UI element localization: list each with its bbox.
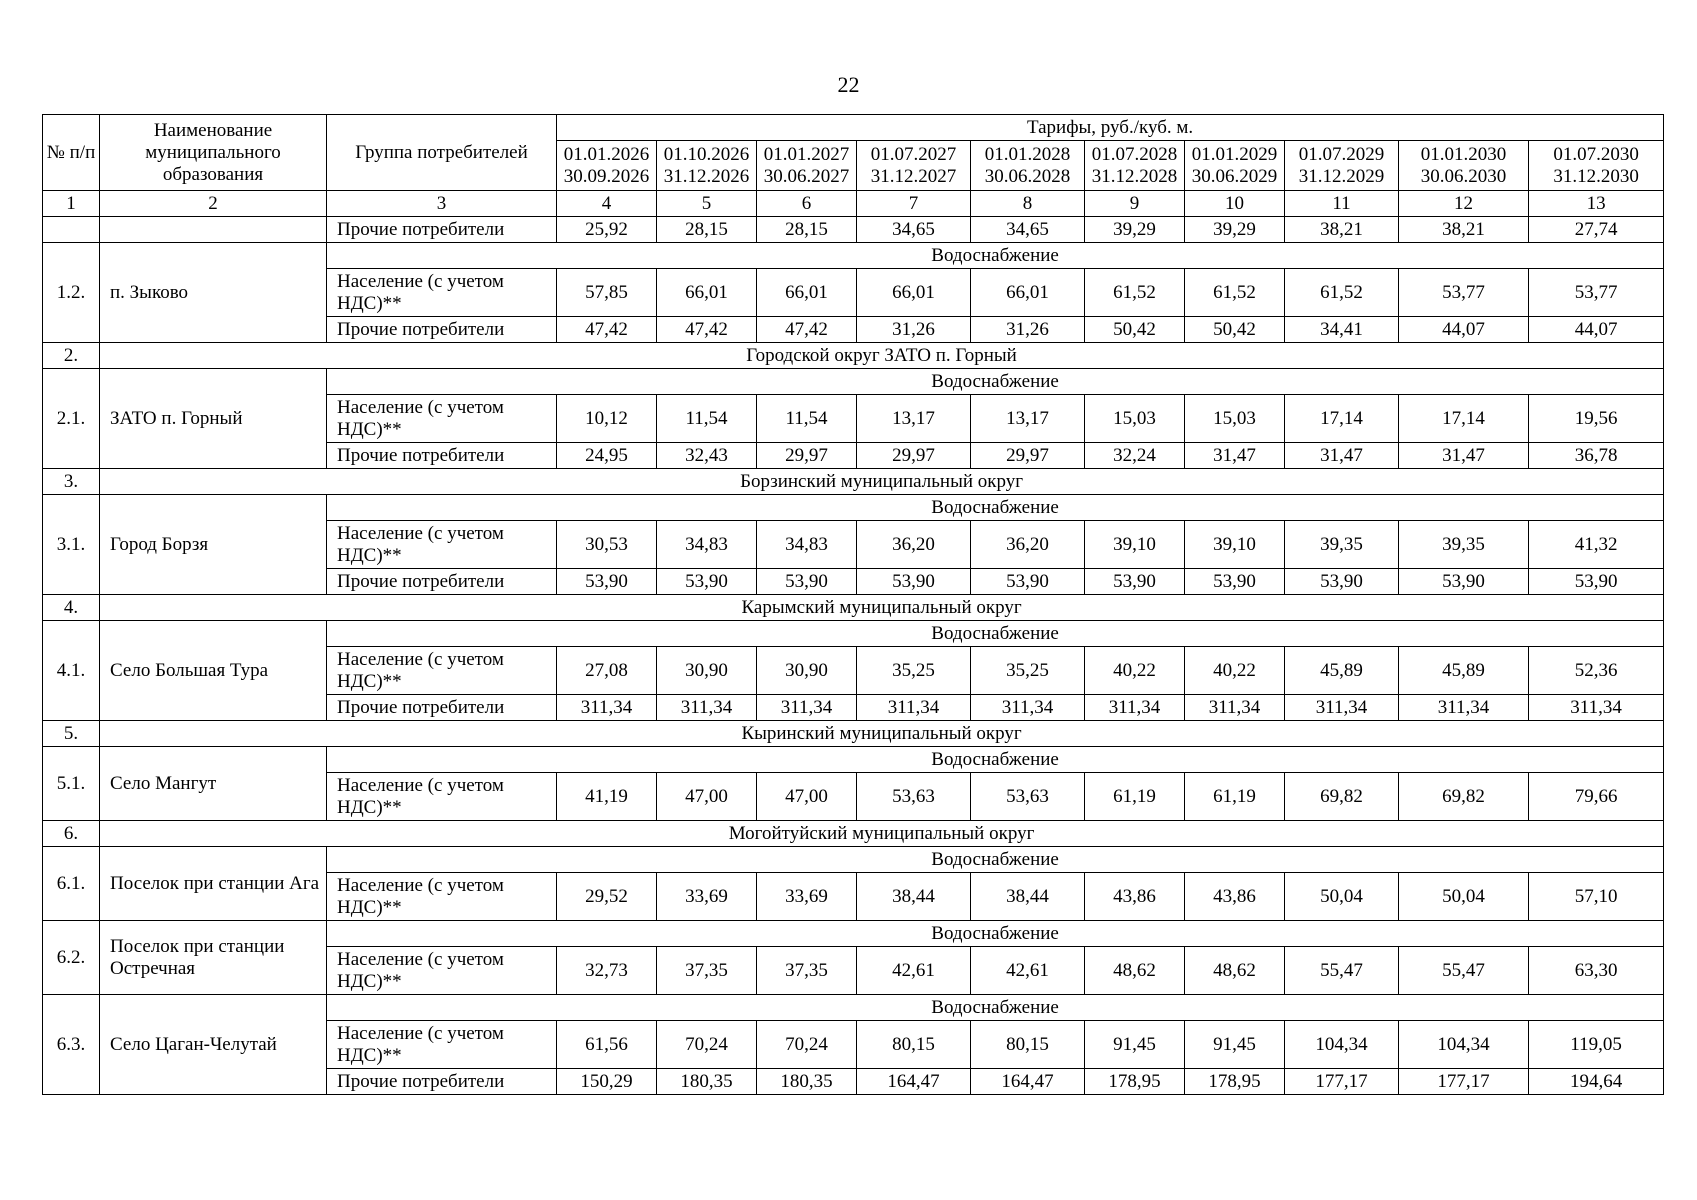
tariff-value: 48,62: [1185, 947, 1285, 995]
group-label: Население (с учетом НДС)**: [327, 873, 557, 921]
header-col-number: 4: [557, 191, 657, 217]
header-col-number: 11: [1285, 191, 1399, 217]
tariff-value: 311,34: [1285, 695, 1399, 721]
tariff-value: 53,77: [1399, 269, 1529, 317]
tariff-value: 79,66: [1529, 773, 1664, 821]
tariff-value: 15,03: [1085, 395, 1185, 443]
header-col-number: 7: [857, 191, 971, 217]
tariff-value: 53,90: [1185, 569, 1285, 595]
tariff-value: 66,01: [857, 269, 971, 317]
tariff-value: 66,01: [657, 269, 757, 317]
tariff-value: 30,90: [657, 647, 757, 695]
row-num: [43, 217, 100, 243]
group-label: Население (с учетом НДС)**: [327, 773, 557, 821]
tariff-value: 31,47: [1185, 443, 1285, 469]
tariff-value: 61,52: [1185, 269, 1285, 317]
group-label: Прочие потребители: [327, 1069, 557, 1095]
tariff-value: 80,15: [971, 1021, 1085, 1069]
tariff-value: 38,21: [1285, 217, 1399, 243]
header-period: 01.07.2030 31.12.2030: [1529, 141, 1664, 191]
header-period: 01.07.2029 31.12.2029: [1285, 141, 1399, 191]
service-label: Водоснабжение: [327, 995, 1664, 1021]
tariff-value: 38,44: [857, 873, 971, 921]
header-col-number: 5: [657, 191, 757, 217]
tariff-value: 53,90: [757, 569, 857, 595]
tariff-value: 37,35: [757, 947, 857, 995]
tariff-value: 39,29: [1085, 217, 1185, 243]
row-num: 3.1.: [43, 495, 100, 595]
group-label: Прочие потребители: [327, 217, 557, 243]
tariff-value: 29,97: [971, 443, 1085, 469]
tariff-value: 63,30: [1529, 947, 1664, 995]
row-num: 2.1.: [43, 369, 100, 469]
header-col-number: 9: [1085, 191, 1185, 217]
tariff-value: 57,10: [1529, 873, 1664, 921]
tariff-value: 53,90: [1529, 569, 1664, 595]
section-title: Карымский муниципальный округ: [100, 595, 1664, 621]
group-label: Прочие потребители: [327, 569, 557, 595]
tariff-value: 150,29: [557, 1069, 657, 1095]
tariff-value: 311,34: [971, 695, 1085, 721]
row-num: 6.3.: [43, 995, 100, 1095]
group-label: Прочие потребители: [327, 695, 557, 721]
tariff-value: 40,22: [1085, 647, 1185, 695]
section-num: 6.: [43, 821, 100, 847]
section-title: Кыринский муниципальный округ: [100, 721, 1664, 747]
row-name: Село Мангут: [100, 747, 327, 821]
service-label: Водоснабжение: [327, 621, 1664, 647]
row-num: 1.2.: [43, 243, 100, 343]
tariff-value: 61,19: [1185, 773, 1285, 821]
tariff-value: 39,10: [1185, 521, 1285, 569]
header-period: 01.10.2026 31.12.2026: [657, 141, 757, 191]
tariff-value: 37,35: [657, 947, 757, 995]
tariff-value: 70,24: [657, 1021, 757, 1069]
tariff-value: 53,90: [1285, 569, 1399, 595]
table-row: [43, 747, 1664, 773]
tariff-value: 47,00: [757, 773, 857, 821]
group-label: Прочие потребители: [327, 317, 557, 343]
tariff-value: 177,17: [1285, 1069, 1399, 1095]
row-name: ЗАТО п. Горный: [100, 369, 327, 469]
tariff-value: 31,47: [1285, 443, 1399, 469]
table-row: [43, 369, 1664, 395]
table-row: [43, 847, 1664, 873]
tariff-value: 50,42: [1085, 317, 1185, 343]
tariff-value: 27,74: [1529, 217, 1664, 243]
tariff-value: 50,04: [1285, 873, 1399, 921]
tariff-value: 91,45: [1085, 1021, 1185, 1069]
tariff-value: 34,41: [1285, 317, 1399, 343]
tariff-value: 180,35: [757, 1069, 857, 1095]
tariff-value: 311,34: [1085, 695, 1185, 721]
tariff-value: 311,34: [1399, 695, 1529, 721]
tariff-value: 52,36: [1529, 647, 1664, 695]
tariff-value: 32,24: [1085, 443, 1185, 469]
tariff-value: 61,19: [1085, 773, 1185, 821]
row-name: Село Большая Тура: [100, 621, 327, 721]
group-label: Население (с учетом НДС)**: [327, 947, 557, 995]
tariff-value: 27,08: [557, 647, 657, 695]
tariff-value: 34,65: [857, 217, 971, 243]
tariff-value: 53,77: [1529, 269, 1664, 317]
tariff-value: 311,34: [757, 695, 857, 721]
group-label: Население (с учетом НДС)**: [327, 269, 557, 317]
tariff-value: 32,73: [557, 947, 657, 995]
tariff-value: 311,34: [557, 695, 657, 721]
row-name: Город Борзя: [100, 495, 327, 595]
tariff-value: 35,25: [971, 647, 1085, 695]
tariff-table: [42, 114, 1664, 1095]
group-label: Население (с учетом НДС)**: [327, 395, 557, 443]
tariff-value: 53,90: [1399, 569, 1529, 595]
table-row: [43, 243, 1664, 269]
header-period: 01.01.2027 30.06.2027: [757, 141, 857, 191]
group-label: Прочие потребители: [327, 443, 557, 469]
row-name: Поселок при станции Остречная: [100, 921, 327, 995]
section-num: 2.: [43, 343, 100, 369]
table-row: [43, 595, 1664, 621]
section-num: 4.: [43, 595, 100, 621]
tariff-value: 119,05: [1529, 1021, 1664, 1069]
tariff-value: 28,15: [657, 217, 757, 243]
tariff-value: 39,10: [1085, 521, 1185, 569]
header-period: 01.01.2026 30.09.2026: [557, 141, 657, 191]
header-period: 01.01.2030 30.06.2030: [1399, 141, 1529, 191]
table-row: [43, 621, 1664, 647]
tariff-value: 19,56: [1529, 395, 1664, 443]
tariff-value: 38,44: [971, 873, 1085, 921]
tariff-value: 33,69: [757, 873, 857, 921]
service-label: Водоснабжение: [327, 847, 1664, 873]
header-col-number: 6: [757, 191, 857, 217]
table-row: [43, 995, 1664, 1021]
tariff-value: 164,47: [971, 1069, 1085, 1095]
tariff-value: 53,63: [971, 773, 1085, 821]
row-num: 4.1.: [43, 621, 100, 721]
tariff-value: 50,42: [1185, 317, 1285, 343]
tariff-value: 29,97: [857, 443, 971, 469]
tariff-value: 17,14: [1399, 395, 1529, 443]
header-col-number: 12: [1399, 191, 1529, 217]
tariff-value: 53,90: [1085, 569, 1185, 595]
tariff-value: 36,78: [1529, 443, 1664, 469]
tariff-value: 15,03: [1185, 395, 1285, 443]
table-row: [43, 495, 1664, 521]
tariff-value: 24,95: [557, 443, 657, 469]
tariff-value: 177,17: [1399, 1069, 1529, 1095]
tariff-value: 31,26: [857, 317, 971, 343]
tariff-value: 44,07: [1529, 317, 1664, 343]
tariff-value: 30,53: [557, 521, 657, 569]
tariff-value: 32,43: [657, 443, 757, 469]
tariff-value: 66,01: [757, 269, 857, 317]
section-title: Могойтуйский муниципальный округ: [100, 821, 1664, 847]
header-col-number: 8: [971, 191, 1085, 217]
service-label: Водоснабжение: [327, 921, 1664, 947]
tariff-value: 42,61: [857, 947, 971, 995]
tariff-value: 47,42: [757, 317, 857, 343]
tariff-value: 53,63: [857, 773, 971, 821]
tariff-value: 43,86: [1085, 873, 1185, 921]
tariff-value: 47,00: [657, 773, 757, 821]
tariff-value: 34,83: [757, 521, 857, 569]
tariff-value: 44,07: [1399, 317, 1529, 343]
row-num: 6.2.: [43, 921, 100, 995]
header-period: 01.01.2029 30.06.2029: [1185, 141, 1285, 191]
tariff-value: 57,85: [557, 269, 657, 317]
header-col-number: 13: [1529, 191, 1664, 217]
tariff-value: 69,82: [1399, 773, 1529, 821]
table-row: [43, 821, 1664, 847]
tariff-value: 53,90: [857, 569, 971, 595]
tariff-value: 47,42: [657, 317, 757, 343]
tariff-value: 13,17: [971, 395, 1085, 443]
section-title: Городской округ ЗАТО п. Горный: [100, 343, 1664, 369]
tariff-value: 45,89: [1399, 647, 1529, 695]
row-num: 5.1.: [43, 747, 100, 821]
header-col-number: 3: [327, 191, 557, 217]
table-row: [43, 217, 1664, 243]
tariff-value: 45,89: [1285, 647, 1399, 695]
tariff-value: 61,52: [1285, 269, 1399, 317]
tariff-value: 11,54: [657, 395, 757, 443]
tariff-value: 69,82: [1285, 773, 1399, 821]
tariff-value: 34,83: [657, 521, 757, 569]
service-label: Водоснабжение: [327, 495, 1664, 521]
tariff-value: 55,47: [1285, 947, 1399, 995]
tariff-value: 33,69: [657, 873, 757, 921]
header-group: Группа потребителей: [327, 115, 557, 191]
tariff-value: 34,65: [971, 217, 1085, 243]
tariff-value: 38,21: [1399, 217, 1529, 243]
header-num: № п/п: [43, 115, 100, 191]
tariff-value: 178,95: [1185, 1069, 1285, 1095]
row-name: п. Зыково: [100, 243, 327, 343]
row-name: Поселок при станции Ага: [100, 847, 327, 921]
tariff-value: 53,90: [557, 569, 657, 595]
tariff-value: 48,62: [1085, 947, 1185, 995]
tariff-value: 13,17: [857, 395, 971, 443]
tariff-value: 41,32: [1529, 521, 1664, 569]
tariff-value: 164,47: [857, 1069, 971, 1095]
tariff-value: 39,35: [1399, 521, 1529, 569]
tariff-value: 50,04: [1399, 873, 1529, 921]
table-row: [43, 921, 1664, 947]
tariff-value: 104,34: [1285, 1021, 1399, 1069]
tariff-value: 35,25: [857, 647, 971, 695]
header-period: 01.07.2028 31.12.2028: [1085, 141, 1185, 191]
service-label: Водоснабжение: [327, 747, 1664, 773]
tariff-value: 70,24: [757, 1021, 857, 1069]
tariff-value: 25,92: [557, 217, 657, 243]
tariff-value: 31,26: [971, 317, 1085, 343]
header-col-number: 1: [43, 191, 100, 217]
tariff-value: 180,35: [657, 1069, 757, 1095]
tariff-value: 53,90: [971, 569, 1085, 595]
header-name: Наименование муниципального образования: [100, 115, 327, 191]
tariff-value: 29,52: [557, 873, 657, 921]
table-row: [43, 343, 1664, 369]
tariff-value: 61,56: [557, 1021, 657, 1069]
tariff-value: 42,61: [971, 947, 1085, 995]
tariff-value: 66,01: [971, 269, 1085, 317]
tariff-value: 91,45: [1185, 1021, 1285, 1069]
section-num: 5.: [43, 721, 100, 747]
table-row: [43, 721, 1664, 747]
header-period: 01.07.2027 31.12.2027: [857, 141, 971, 191]
tariff-value: 41,19: [557, 773, 657, 821]
header-col-number: 2: [100, 191, 327, 217]
tariff-value: 194,64: [1529, 1069, 1664, 1095]
tariff-value: 17,14: [1285, 395, 1399, 443]
tariff-value: 311,34: [857, 695, 971, 721]
tariff-value: 10,12: [557, 395, 657, 443]
tariff-value: 39,35: [1285, 521, 1399, 569]
tariff-value: 104,34: [1399, 1021, 1529, 1069]
tariff-value: 40,22: [1185, 647, 1285, 695]
tariff-value: 47,42: [557, 317, 657, 343]
row-num: 6.1.: [43, 847, 100, 921]
page-number: 22: [837, 72, 860, 97]
tariff-value: 39,29: [1185, 217, 1285, 243]
table-row: [43, 469, 1664, 495]
row-name: Село Цаган-Челутай: [100, 995, 327, 1095]
tariff-value: 311,34: [1529, 695, 1664, 721]
service-label: Водоснабжение: [327, 369, 1664, 395]
tariff-value: 28,15: [757, 217, 857, 243]
tariff-value: 55,47: [1399, 947, 1529, 995]
service-label: Водоснабжение: [327, 243, 1664, 269]
group-label: Население (с учетом НДС)**: [327, 521, 557, 569]
group-label: Население (с учетом НДС)**: [327, 1021, 557, 1069]
tariff-value: 311,34: [1185, 695, 1285, 721]
tariff-value: 53,90: [657, 569, 757, 595]
tariff-value: 31,47: [1399, 443, 1529, 469]
tariff-value: 61,52: [1085, 269, 1185, 317]
header-period: 01.01.2028 30.06.2028: [971, 141, 1085, 191]
tariff-value: 11,54: [757, 395, 857, 443]
section-title: Борзинский муниципальный округ: [100, 469, 1664, 495]
tariff-value: 30,90: [757, 647, 857, 695]
section-num: 3.: [43, 469, 100, 495]
tariff-value: 36,20: [857, 521, 971, 569]
tariff-value: 80,15: [857, 1021, 971, 1069]
tariff-value: 36,20: [971, 521, 1085, 569]
header-tariffs: Тарифы, руб./куб. м.: [557, 115, 1664, 141]
row-name: [100, 217, 327, 243]
tariff-value: 43,86: [1185, 873, 1285, 921]
group-label: Население (с учетом НДС)**: [327, 647, 557, 695]
tariff-value: 311,34: [657, 695, 757, 721]
header-col-number: 10: [1185, 191, 1285, 217]
tariff-value: 29,97: [757, 443, 857, 469]
tariff-value: 178,95: [1085, 1069, 1185, 1095]
